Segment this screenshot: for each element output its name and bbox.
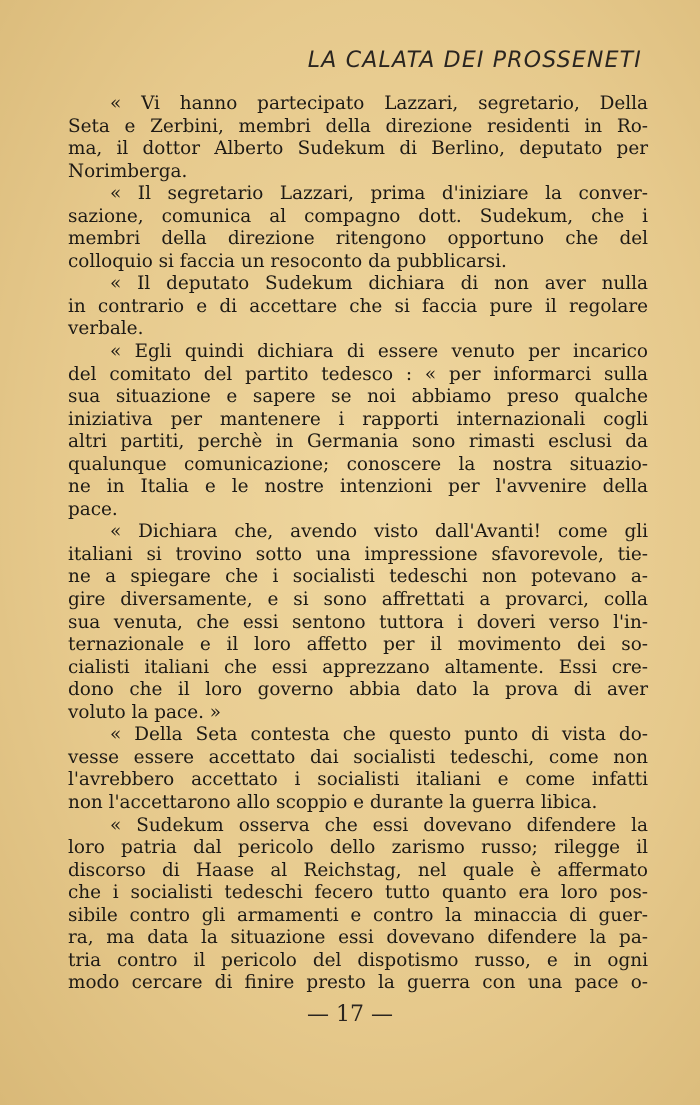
text-line: non l'accettarono allo scoppio e durante la guerra libica. [68,791,598,813]
text-line: « Vi hanno partecipato Lazzari, segretario, Della [110,93,648,114]
text-line: « Della Seta contesta che questo punto di vista do- [110,724,648,746]
text-line: membri della direzione ritengono opportuno che del [68,228,648,250]
text-line: voluto la pace. » [68,701,222,723]
text-line: loro patria dal pericolo dello zarismo russo; rilegge il [68,837,648,859]
text-line: « Sudekum osserva che essi dovevano difendere la [110,814,648,836]
text-line: vesse essere accettato dai socialisti tedeschi, come non [68,746,648,768]
text-line: ternazionale e il loro affetto per il movimento dei so- [68,634,648,656]
text-line: Norimberga. [68,160,188,182]
text-line: qualunque comunicazione; conoscere la nostra situazio- [68,453,648,475]
text-line: sibile contro gli armamenti e contro la minaccia di guer- [68,904,648,926]
text-line: ma, il dottor Alberto Sudekum di Berlino, deputato per [68,138,648,160]
text-line: « Il segretario Lazzari, prima d'iniziare la conver- [110,183,648,205]
text-line: tria contro il pericolo del dispotismo russo, e in ogni [68,949,648,971]
text-line: modo cercare di finire presto la guerra con una pace o- [68,972,648,994]
text-line: altri partiti, perchè in Germania sono rimasti esclusi da [68,431,648,453]
text-line: « Dichiara che, avendo visto dall'Avanti! come gli [110,521,648,543]
text-line: del comitato del partito tedesco : « per informarci sulla [68,363,648,385]
text-line: colloquio si faccia un resoconto da pubblicarsi. [68,250,507,272]
text-line: dono che il loro governo abbia dato la prova di aver [68,679,648,701]
text-line: « Il deputato Sudekum dichiara di non aver nulla [110,273,648,295]
text-line: pace. [68,498,118,520]
text-line: ra, ma data la situazione essi dovevano difendere la pa- [68,927,648,949]
text-line: verbale. [68,318,144,340]
text-line: che i socialisti tedeschi fecero tutto quanto era loro pos- [68,882,648,904]
text-line: ne a spiegare che i socialisti tedeschi non potevano a- [68,566,648,588]
text-line: italiani si trovino sotto una impressione sfavorevole, tie- [68,543,648,565]
text-line: cialisti italiani che essi apprezzano altamente. Essi cre- [68,656,648,678]
text-line: « Egli quindi dichiara di essere venuto per incarico [110,341,648,363]
text-line: Seta e Zerbini, membri della direzione residenti in Ro- [68,115,648,137]
text-line: iniziativa per mantenere i rapporti internazionali cogli [68,408,648,430]
text-line: gire diversamente, e si sono affrettati a provarci, colla [68,589,648,611]
page-number: — 17 — [307,1002,393,1027]
text-line: l'avrebbero accettato i socialisti italiani e come infatti [68,769,648,791]
text-line: discorso di Haase al Reichstag, nel quale è affermato [68,859,648,881]
text-line: sazione, comunica al compagno dott. Sudekum, che i [68,205,648,227]
text-line: sua situazione e sapere se noi abbiamo preso qualche [68,386,648,408]
running-head: LA CALATA DEI PROSSENETI [307,48,642,73]
text-line: sua venuta, che essi sentono tuttora i doveri verso l'in- [68,611,648,633]
text-line: ne in Italia e le nostre intenzioni per l'avvenire della [68,476,648,498]
body-text [68,93,648,995]
text-line: in contrario e di accettare che si faccia pure il regolare [68,295,648,317]
